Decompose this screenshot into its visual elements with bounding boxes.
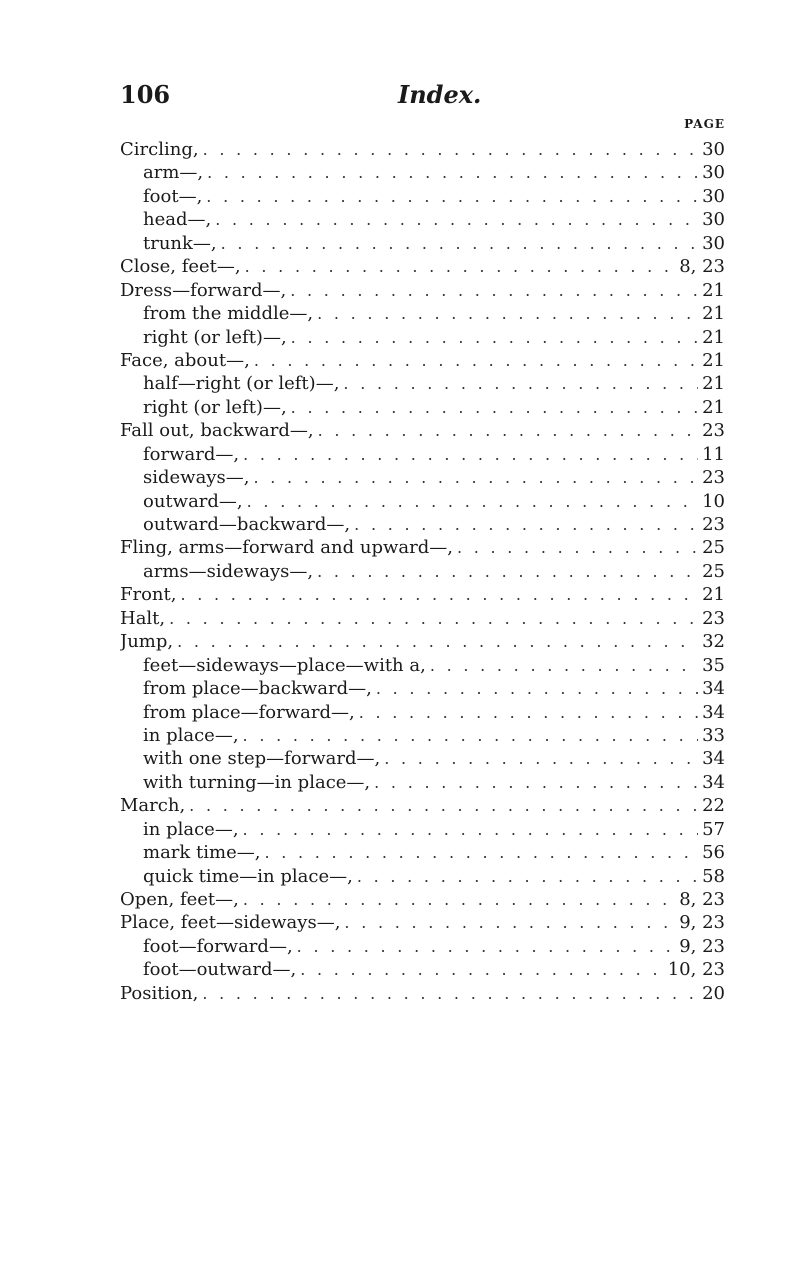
index-entry xyxy=(120,302,725,325)
index-term: from place—backward—, xyxy=(143,678,372,700)
index-term: sideways—, xyxy=(143,467,250,489)
dot-leader xyxy=(374,771,698,794)
index-term: Place, feet—sideways—, xyxy=(120,912,341,934)
index-term: with one step—forward—, xyxy=(143,748,381,770)
index-page-ref: 11 xyxy=(702,443,725,465)
dot-leader xyxy=(430,654,698,677)
index-term: outward—, xyxy=(143,490,243,512)
index-page-ref: 30 xyxy=(702,232,725,254)
dot-leader xyxy=(243,888,675,911)
index-page-ref: 21 xyxy=(702,396,725,418)
dot-leader xyxy=(354,513,698,536)
index-term: foot—, xyxy=(143,185,203,207)
index-page-ref: 30 xyxy=(702,185,725,207)
dot-leader xyxy=(317,302,698,325)
index-entry xyxy=(120,396,725,419)
index-page-ref: 21 xyxy=(702,349,725,371)
dot-leader xyxy=(290,279,698,302)
dot-leader xyxy=(317,560,698,583)
index-term: Circling, xyxy=(120,139,199,160)
index-entry xyxy=(120,911,725,934)
index-term: forward—, xyxy=(143,443,240,465)
dot-leader xyxy=(297,935,676,958)
index-entry xyxy=(120,865,725,888)
index-term: arms—sideways—, xyxy=(143,560,314,582)
index-term: quick time—in place—, xyxy=(143,865,353,887)
index-page-ref: 21 xyxy=(702,584,725,606)
index-entry xyxy=(120,560,725,583)
index-term: Close, feet—, xyxy=(120,256,241,278)
index-page-ref: 32 xyxy=(702,631,725,653)
index-page-ref: 10 xyxy=(702,490,725,512)
index-term: right (or left)—, xyxy=(143,326,287,348)
page-number: 106 xyxy=(120,80,171,109)
index-term: foot—forward—, xyxy=(143,935,293,957)
index-page-ref: 56 xyxy=(702,842,725,864)
index-page-ref: 34 xyxy=(702,678,725,700)
dot-leader xyxy=(384,747,698,770)
index-page-ref: 20 xyxy=(702,982,725,1004)
dot-leader xyxy=(357,865,698,888)
dot-leader xyxy=(207,161,698,184)
index-term: Fling, arms—forward and upward—, xyxy=(120,537,453,559)
dot-leader xyxy=(291,326,698,349)
index-entry xyxy=(120,349,725,372)
index-entry xyxy=(120,466,725,489)
index-entry xyxy=(120,443,725,466)
dot-leader xyxy=(245,255,676,278)
dot-leader xyxy=(203,138,699,161)
index-entry xyxy=(120,419,725,442)
index-term: Dress—forward—, xyxy=(120,279,287,301)
index-term: mark time—, xyxy=(143,842,261,864)
index-page-ref: 21 xyxy=(702,303,725,325)
index-entry xyxy=(120,232,725,255)
index-page-ref: 21 xyxy=(702,373,725,395)
index-page-ref: 30 xyxy=(702,139,725,160)
dot-leader xyxy=(247,490,698,513)
index-term: in place—, xyxy=(143,818,239,840)
index-entry xyxy=(120,138,725,161)
dot-leader xyxy=(264,841,698,864)
dot-leader xyxy=(359,701,698,724)
index-page-ref: 8, 23 xyxy=(679,889,725,910)
dot-leader xyxy=(253,466,698,489)
index-entry xyxy=(120,583,725,606)
index-entry xyxy=(120,490,725,513)
index-term: Position, xyxy=(120,982,199,1004)
index-entry xyxy=(120,771,725,794)
index-entry xyxy=(120,888,725,911)
index-entry xyxy=(120,372,725,395)
index-term: from place—forward—, xyxy=(143,701,355,723)
index-term: outward—backward—, xyxy=(143,514,351,535)
index-entry xyxy=(120,185,725,208)
index-term: foot—outward—, xyxy=(143,959,297,981)
index-term: Front, xyxy=(120,584,177,606)
index-page-ref: 30 xyxy=(702,162,725,184)
index-entry xyxy=(120,841,725,864)
index-entry xyxy=(120,607,725,630)
index-term: in place—, xyxy=(143,724,239,746)
dot-leader xyxy=(376,677,698,700)
dot-leader xyxy=(180,583,698,606)
dot-leader xyxy=(221,232,698,255)
page-column-label: PAGE xyxy=(684,117,725,131)
index-page-ref: 22 xyxy=(702,795,725,817)
index-entry xyxy=(120,794,725,817)
dot-leader xyxy=(243,818,699,841)
index-page-ref: 23 xyxy=(702,467,725,489)
dot-leader xyxy=(202,982,698,1005)
index-page-ref: 9, 23 xyxy=(679,912,725,934)
index-page-ref: 35 xyxy=(702,654,725,676)
index-term: head—, xyxy=(143,209,212,231)
dot-leader xyxy=(254,349,698,372)
index-entry xyxy=(120,654,725,677)
page-header xyxy=(120,80,725,116)
dot-leader xyxy=(243,443,698,466)
dot-leader xyxy=(189,794,698,817)
index-page-ref: 23 xyxy=(702,514,725,535)
dot-leader xyxy=(291,396,698,419)
index-term: with turning—in place—, xyxy=(143,771,371,793)
dot-leader xyxy=(169,607,698,630)
index-page-ref: 30 xyxy=(702,209,725,231)
index-page-ref: 10, 23 xyxy=(667,959,725,981)
dot-leader xyxy=(457,536,698,559)
index-term: March, xyxy=(120,795,186,817)
index-page-ref: 34 xyxy=(702,771,725,793)
index-entry xyxy=(120,208,725,231)
index-term: half—right (or left)—, xyxy=(143,373,340,395)
index-term: from the middle—, xyxy=(143,303,314,325)
index-page-ref: 8, 23 xyxy=(679,256,725,278)
index-entry xyxy=(120,958,725,981)
index-entry xyxy=(120,935,725,958)
index-page-ref: 58 xyxy=(702,865,725,887)
dot-leader xyxy=(215,208,698,231)
dot-leader xyxy=(300,958,664,981)
index-page-ref: 23 xyxy=(702,420,725,442)
index-term: Halt, xyxy=(120,607,166,629)
index-entry xyxy=(120,513,725,536)
index-page-ref: 34 xyxy=(702,701,725,723)
index-entry xyxy=(120,818,725,841)
index-term: arm—, xyxy=(143,162,204,184)
index-page-ref: 25 xyxy=(702,560,725,582)
index-entry xyxy=(120,536,725,559)
index-list xyxy=(120,138,725,1005)
index-entry xyxy=(120,701,725,724)
index-page-ref: 21 xyxy=(702,279,725,301)
index-term: Open, feet—, xyxy=(120,889,239,910)
index-page-ref: 57 xyxy=(702,818,725,840)
index-entry xyxy=(120,724,725,747)
index-term: Fall out, backward—, xyxy=(120,420,314,442)
dot-leader xyxy=(206,185,698,208)
dot-leader xyxy=(177,630,698,653)
index-term: feet—sideways—place—with a, xyxy=(143,654,426,676)
index-page-ref: 34 xyxy=(702,748,725,770)
index-entry xyxy=(120,326,725,349)
index-entry xyxy=(120,279,725,302)
index-entry xyxy=(120,982,725,1005)
index-entry xyxy=(120,630,725,653)
index-entry xyxy=(120,677,725,700)
index-entry xyxy=(120,747,725,770)
index-term: Face, about—, xyxy=(120,349,250,371)
index-entry xyxy=(120,161,725,184)
page-title: Index. xyxy=(398,80,482,109)
dot-leader xyxy=(243,724,699,747)
index-entry xyxy=(120,255,725,278)
index-page-ref: 23 xyxy=(702,607,725,629)
dot-leader xyxy=(318,419,699,442)
index-term: trunk—, xyxy=(143,232,217,254)
index-page-ref: 9, 23 xyxy=(679,935,725,957)
dot-leader xyxy=(343,372,698,395)
index-page-ref: 25 xyxy=(702,537,725,559)
index-term: right (or left)—, xyxy=(143,396,287,418)
index-page-ref: 33 xyxy=(702,724,725,746)
index-term: Jump, xyxy=(120,631,174,653)
index-page-ref: 21 xyxy=(702,326,725,348)
dot-leader xyxy=(344,911,675,934)
